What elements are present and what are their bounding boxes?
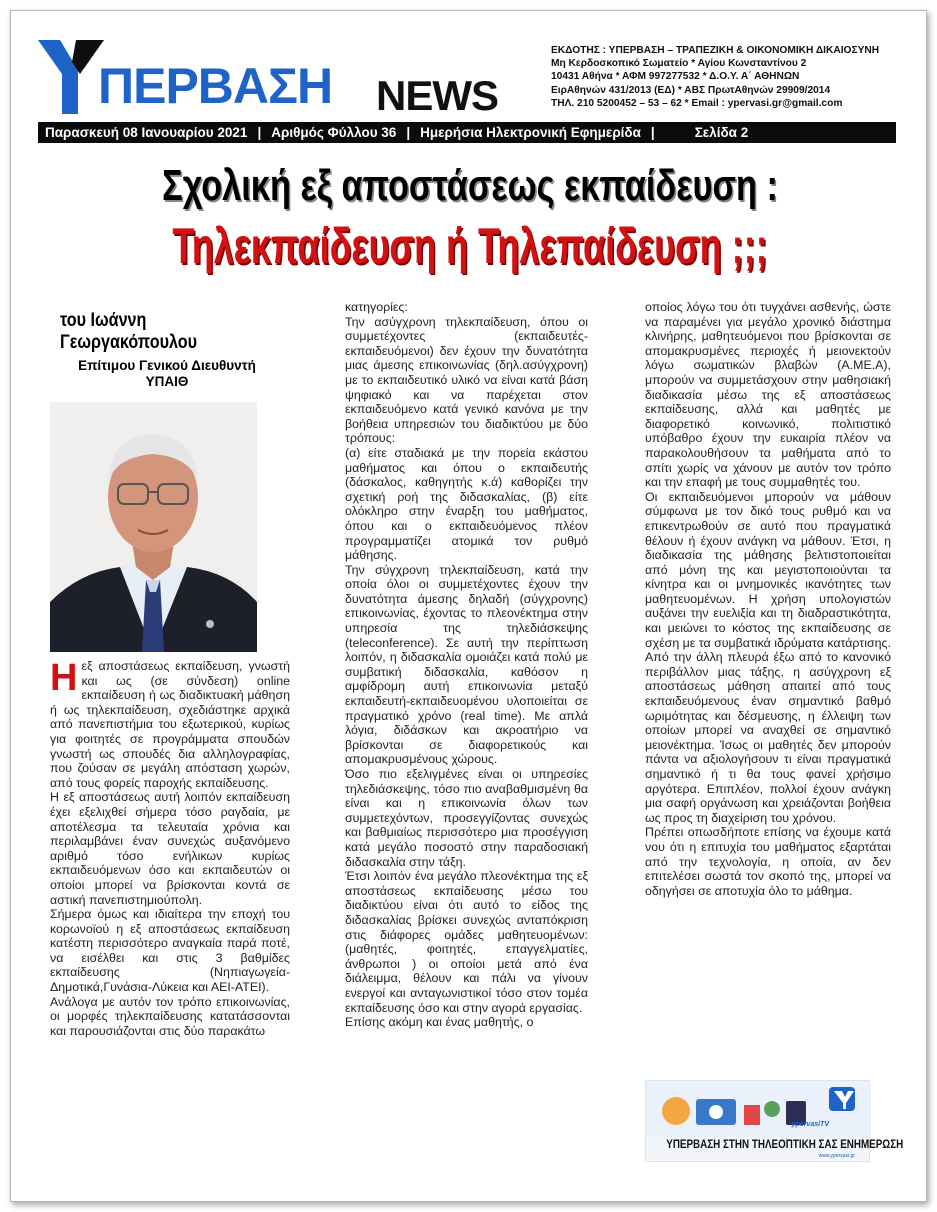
author-name-line: του Ιωάννη <box>60 310 147 331</box>
publisher-line: ΕΚΔΟΤΗΣ : ΥΠΕΡΒΑΣΗ – ΤΡΑΠΕΖΙΚΗ & ΟΙΚΟΝΟΜΙΚΗ ΔΙΚΑΙΟΣΥΝΗ <box>551 45 880 56</box>
article-paragraph: Έτσι λοιπόν ένα μεγάλο πλεονέκτημα της εξ αποστάσεως εκπαίδευσης μέσω του διαδικτύου είναι ότι αυτό το είδος της διδασκαλίας βρίσκει συνεχώς ανταπόκριση στις διάφορες ομάδες μαθητευομένων: (μαθητές, φοιτητές, επαγγελματίες, άνθρωποι ) οι οποίοι μετά από ένα διάλειμμα, θέλουν και πάλι να γίνουν ενεργοί και ανταγωνιστικοί τόσο στον τομέα εκπαίδευσης όσο και στην αγορά εργασίας. <box>345 869 588 1015</box>
publisher-line: 10431 Αθήνα * ΑΦΜ 997277532 * Δ.Ο.Υ. Α΄ ΑΘΗΝΩΝ <box>551 71 800 83</box>
author-role-line: ΥΠΑΙΘ <box>145 374 189 389</box>
article-paragraph: κατηγορίες: <box>345 300 408 314</box>
page-number: Σελίδα 2 <box>694 125 749 140</box>
article-paragraph: (α) είτε σταδιακά με την πορεία εκάστου μαθήματος και όπου ο εκπαιδευτής (δάσκαλος, καθηγητής κ.ά) καθορίζει την σχετική ροή της διδασκαλίας, (β) είτε ολόκληρο στην έναρξη του μαθήματος, όπου και ο εκπαιδευόμενος πλέον προγραμματίζει ατομικά τον ρυθμό μάθησης. <box>345 445 588 563</box>
publication-type: Ημερήσια Ηλεκτρονική Εφημερίδα <box>420 125 641 140</box>
article-paragraph: οποίος λόγω του ότι τυγχάνει ασθενής, ώστε να παραμένει για μεγάλο χρονικό διάστημα κλινήρης, μαθητευόμενοι που βρίσκονται σε απομακρυσμένες περιοχές ή μειονεκτούν λόγω σωματικών βλαβών (Α.ΜΕ.Α), μπορούν να συμμετάσχουν στην μαθησιακή διαδικασία μέσω της εξ αποστάσεως εκπαίδευσης, αλλά και μαθητές με διαφορετικό κοινωνικό, πολιτιστικό υπόβαθρο έχουν την ευκαιρία πλέον να παρακολουθήσουν τα μαθήματα από το σπίτι χωρίς να χάνουν με αυτόν τον τρόπο και την επαφή με τους συμμαθητές του. <box>645 300 891 490</box>
headline-line-1: Σχολική εξ αποστάσεως εκπαίδευση : <box>162 161 778 210</box>
publisher-info <box>551 44 891 110</box>
article-paragraph: Από την άλλη πλευρά έξω από το κανονικό περιβάλλον μιας τάξης, η ασύγχρονη εξ αποστάσεως μάθηση απαιτεί από τους εκπαιδευόμενους έναν σημαντικό βαθμό ωριμότητας και δέσμευσης, η έλλειψη των οποίων μπορεί να αναχθεί σε σημαντικό μειονέκτημα. Ίσως οι μαθητές δεν μπορούν πάντα να αξιολογήσουν τι είναι πραγματικά σημαντικό ή τι θα τους φανεί χρήσιμο αργότερα. Επιπλέον, πολλοί έχουν ανάγκη μια σαφή οργάνωση και χρειάζονται βοήθεια ως προς τη διαχείριση του χρόνου. <box>645 650 891 825</box>
separator: | <box>406 125 411 140</box>
issue-number: Αριθμός Φύλλου 36 <box>271 125 397 140</box>
drop-cap: Η <box>50 657 78 699</box>
author-name-line: Γεωργακόπουλου <box>60 332 198 353</box>
article-paragraph: Πρέπει οπωσδήποτε επίσης να έχουμε κατά νου ότι η επιτυχία του μαθήματος εξαρτάται από την τεχνολογία, η οποία, αν δεν επιτελέσει σωστά τον σκοπό της, μπορεί να οδηγήσει σε αποτυχία όλο το μάθημα. <box>645 825 891 898</box>
article-paragraph: Την ασύγχρονη τηλεκπαίδευση, όπου οι συμμετέχοντες (εκπαιδευτές-εκπαιδευόμενοι) δεν έχουν την δυνατότητα μιας άμεσης επικοινωνίας (δηλ.ασύγχρονη) με το εκπαιδευτικό υλικό να είναι κατά βάση ψηφιακό και να παρέχεται στον εκπαιδευόμενο κατά γενικό κανόνα με την βοήθεια υπηρεσιών του διαδικτύου με δύο τρόπους: <box>345 314 588 446</box>
logo-word: ΠΕΡΒΑΣΗ <box>98 58 333 114</box>
author-name <box>60 310 247 354</box>
publisher-line: ΤΗΛ. 210 5200452 – 53 – 62 * Email : ypervasi.gr@gmail.com <box>551 97 843 109</box>
separator: | <box>650 125 655 140</box>
promo-caption: ΥΠΕΡΒΑΣΗ ΣΤΗΝ ΤΗΛΕΟΠΤΙΚΗ ΣΑΣ ΕΝΗΜΕΡΩΣΗ <box>666 1137 904 1151</box>
headline-line-2: Τηλεκπαίδευση ή Τηλεπαίδευση ;;; <box>172 218 768 274</box>
author-portrait <box>50 402 257 652</box>
promo-url: www.ypervasi.gr <box>818 1153 855 1159</box>
logo-news: NEWS <box>376 72 498 119</box>
promo-illustration <box>646 1081 871 1137</box>
article-paragraph: Επίσης ακόμη και ένας μαθητής, ο <box>345 1015 534 1030</box>
issue-date: Παρασκευή 08 Ιανουαρίου 2021 <box>45 125 248 140</box>
promo-tv-label: ypervasiTV <box>791 1121 829 1128</box>
author-role-line: Επίτιμου Γενικού Διευθυντή <box>78 358 256 373</box>
date-bar <box>38 122 896 143</box>
article-paragraph: Ανάλογα με αυτόν τον τρόπο επικοινωνίας, οι μορφές τηλεκπαίδευσης κατατάσσονται και παρουσιάζονται στις δύο παρακάτω <box>50 994 290 1038</box>
article-column-3 <box>645 300 891 898</box>
article-paragraph: Η εξ αποστάσεως αυτή λοιπόν εκπαίδευση έχει εξελιχθεί σήμερα τόσο ραγδαία, με αποτέλεσμα τα τελευταία χρόνια και περιλαμβάνει έναν συνεχώς αυξανόμενο αριθμό τόσο ενήλικων κυρίως εκπαιδευόμενων όσο και εκπαιδευτών οι οποίοι μπορεί να βρίσκονται κοντά σε αστική πανεπιστημιούπολη. <box>50 790 290 907</box>
promo-banner[interactable] <box>645 1080 904 1162</box>
author-role <box>52 358 282 390</box>
masthead-logo <box>38 40 498 118</box>
article-column-2 <box>345 300 588 1030</box>
publisher-line: ΕιρΑθηνών 431/2013 (ΕΔ) * ΑΒΣ ΠρωτΑθηνών 29909/2014 <box>551 84 831 96</box>
publisher-line: Μη Κερδοσκοπικό Σωματείο * Αγίου Κωνσταντίνου 2 <box>551 58 807 70</box>
article-paragraph: Όσο πιο εξελιγμένες είναι οι υπηρεσίες τηλεδιάσκεψης, τόσο πιο αναβαθμισμένη θα είναι και η επικοινωνία όλων των συμμετεχόντων, προσεγγίζοντας συνεχώς και βαθμιαίως περισσότερο μια προσέγγιση κατά μεγάλο ποσοστό στην παραδοσιακή διδασκαλία στην τάξη. <box>345 767 588 869</box>
portrait-image <box>50 402 257 652</box>
separator: | <box>257 125 262 140</box>
article-paragraph: Την σύγχρονη τηλεκπαίδευση, κατά την οποία όλοι οι συμμετέχοντες έχουν την δυνατότητα άμεσης δηλαδή (σύγχρονης) επικοινωνίας, έχοντας το πλεονέκτημα στην υπηρεσία της τηλεδιάσκεψης (teleconference). Σε αυτή την περίπτωση λοιπόν, η διδασκαλία ομοιάζει κατά πολύ με συμβατική διδασκαλία, καθόσον η αμφίδρομη αυτή επικοινωνία μεταξύ εκπαιδευτή-εκπαιδευομένου υλοποιείται σε πραγματικό χρόνο (real time). Με απλά λόγια, διδάσκων και ακροατήριο να βρίσκονται σε διαφορετικούς και απομακρυσμένους χώρους. <box>345 562 588 767</box>
article-paragraph: Ηεξ αποστάσεως εκπαίδευση, γνωστή και ως (σε σύνδεση) online εκπαίδευση ή ως διαδικτυακή μάθηση ή ως τηλεκπαίδευση, σχεδιάστηκε αρχικά από πανεπιστήμια του εξωτερικού, κυρίως για φοιτητές σε προγράμματα σπουδών γνωστή ως σπουδές δια αλληλογραφίας, που ζούσαν σε μεγάλη απόσταση χωρών, από τους φορείς παροχής εκπαίδευσης. <box>50 657 290 790</box>
article-column-1 <box>50 659 290 1038</box>
article-paragraph: Οι εκπαιδευόμενοι μπορούν να μάθουν σύμφωνα με τον δικό τους ρυθμό και να επικεντρωθούν σε αυτό που πραγματικά θέλουν ή έχουν ανάγκη να μάθουν. Έτσι, η διαδικασία της μάθησης βελτιστοποιείται από μόνη της και μεγιστοποιούνται τα κίνητρα και οι μνημονικές ικανότητες των μαθητευομένων. Η χρήση υπολογιστών αυξάνει την ευελιξία και τη διαδραστικότητα, και μειώνει το κόστος της εκπαίδευσης σε σχέση με τα συμβατικά ιδρύματα κατάρτισης. <box>645 489 891 650</box>
article-paragraph: Σήμερα όμως και ιδιαίτερα την εποχή του κορωνοϊού η εξ αποστάσεως εκπαίδευση κατέστη περισσότερο αναγκαία παρά ποτέ, να εισέλθει και στις 3 βαθμίδες εκπαίδευσης (Νηπιαγωγεία-Δημοτικά,Γυνάσια-Λύκεια και ΑΕΙ-ΑΤΕΙ). <box>50 907 290 995</box>
ypervasi-tv-logo-icon <box>829 1087 855 1111</box>
